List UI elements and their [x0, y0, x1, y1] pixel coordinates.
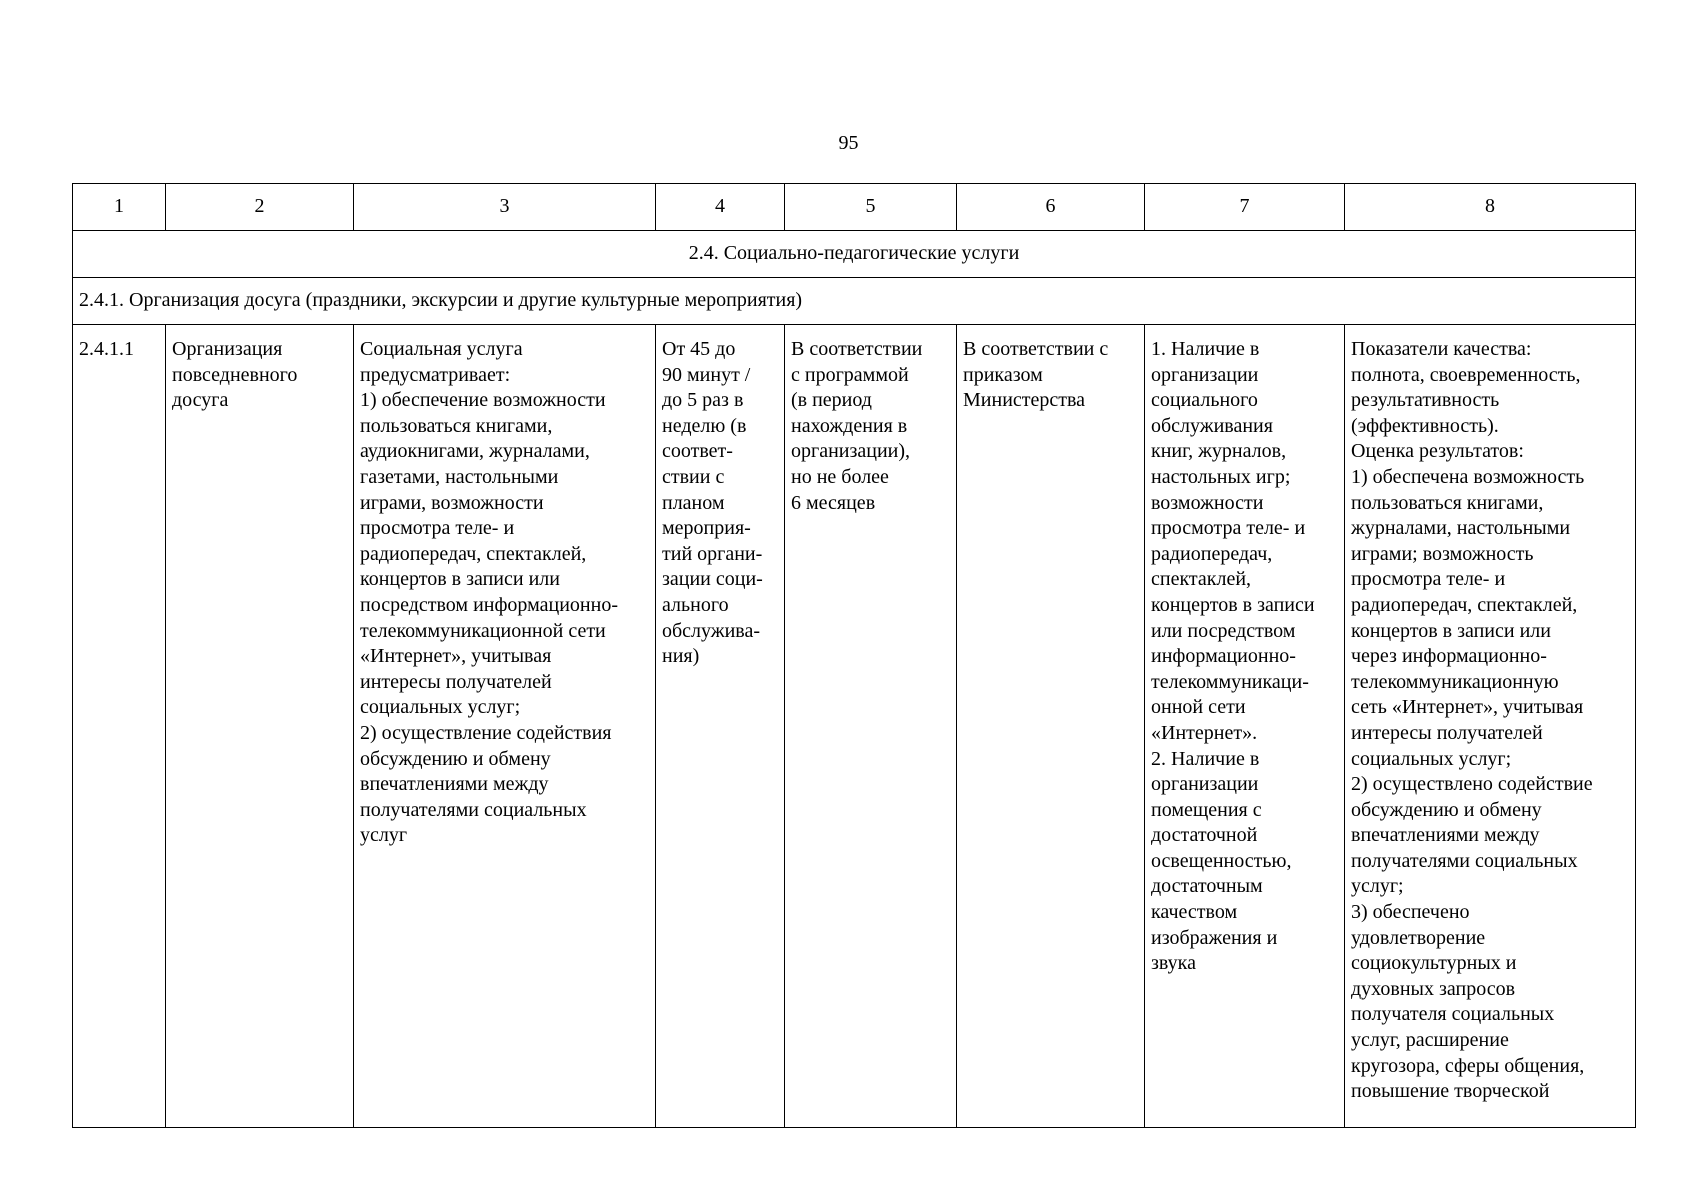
service-number-cell: 2.4.1.1 — [73, 325, 166, 1128]
column-header-7: 7 — [1145, 184, 1345, 231]
service-quality-cell: Показатели качества: полнота, своевременность, результативность (эффективность). Оценка результатов: 1) обеспечена возможность пользоваться книгами, журналами, настольными играми; возможность просмотра теле- и радиопередач, спектаклей, концертов в записи или через информационно- телекоммуникационную сеть «Интернет», учитывая интересы получателей социальных услуг; 2) осуществлено содействие обсуждению и обмену впечатлениями между получателями социальных услуг; 3) обеспечено удовлетворение социокультурных и духовных запросов получателя социальных услуг, расширение кругозора, сферы общения, повышение творческой — [1345, 325, 1636, 1128]
subsection-title: 2.4.1. Организация досуга (праздники, экскурсии и другие культурные мероприятия) — [73, 278, 1636, 325]
column-header-6: 6 — [957, 184, 1145, 231]
service-time-cell: От 45 до 90 минут / до 5 раз в неделю (в соответ- ствии с планом мероприя- тий органи- зации соци- ального обслужива- ния) — [656, 325, 785, 1128]
column-header-2: 2 — [166, 184, 354, 231]
service-cost-cell: В соответствии с приказом Министерства — [957, 325, 1145, 1128]
subsection-row — [73, 278, 1636, 325]
column-header-row — [73, 184, 1636, 231]
service-conditions-cell: 1. Наличие в организации социального обслуживания книг, журналов, настольных игр; возможности просмотра теле- и радиопередач, спектаклей, концертов в записи или посредством информационно- телекоммуникаци- онной сети «Интернет». 2. Наличие в организации помещения с достаточной освещенностью, достаточным качеством изображения и звука — [1145, 325, 1345, 1128]
page-number: 95 — [838, 132, 859, 154]
table-row — [73, 325, 1636, 1128]
column-header-8: 8 — [1345, 184, 1636, 231]
column-header-5: 5 — [785, 184, 957, 231]
column-header-1: 1 — [73, 184, 166, 231]
service-description-cell: Социальная услуга предусматривает: 1) обеспечение возможности пользоваться книгами, аудиокнигами, журналами, газетами, настольными играми, возможности просмотра теле- и радиопередач, спектаклей, концертов в записи или посредством информационно- телекоммуникационной сети «Интернет», учитывая интересы получателей социальных услуг; 2) осуществление содействия обсуждению и обмену впечатлениями между получателями социальных услуг — [354, 325, 656, 1128]
service-period-cell: В соответствии с программой (в период нахождения в организации), но не более 6 месяцев — [785, 325, 957, 1128]
section-title: 2.4. Социально-педагогические услуги — [73, 231, 1636, 278]
column-header-3: 3 — [354, 184, 656, 231]
section-row — [73, 231, 1636, 278]
service-name-cell: Организация повседневного досуга — [166, 325, 354, 1128]
services-table — [72, 183, 1636, 1128]
column-header-4: 4 — [656, 184, 785, 231]
